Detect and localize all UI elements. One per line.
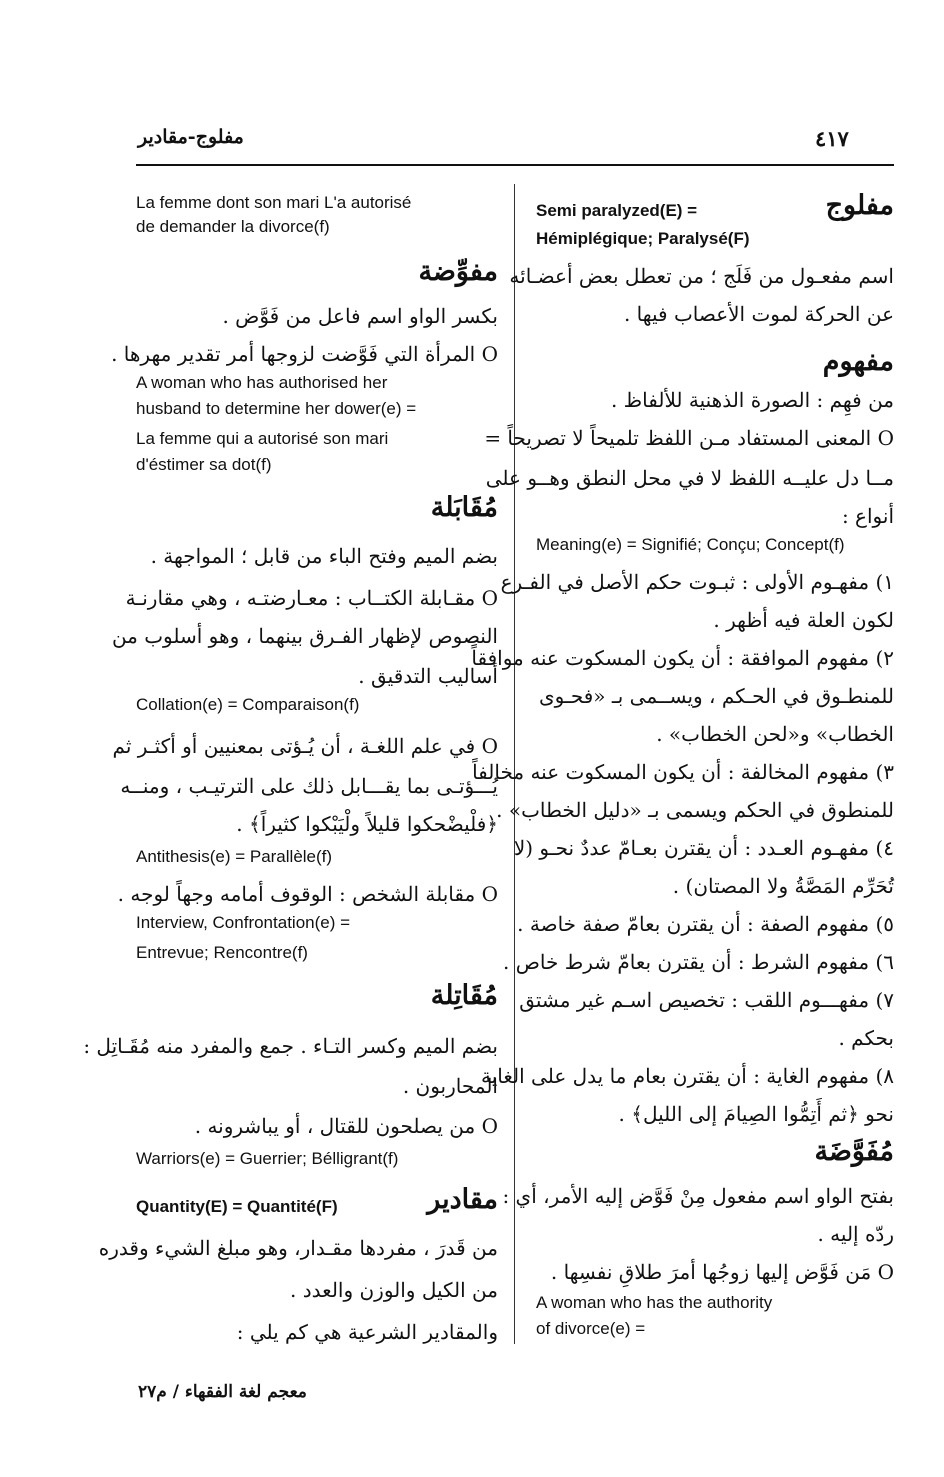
arabic-text-line: بكسر الواو اسم فاعل من فَوَّض . xyxy=(222,304,498,328)
arabic-text-line: لكون العلة فيه أظهر . xyxy=(713,608,894,632)
translation-line: Interview, Confrontation(e) = xyxy=(136,913,351,932)
translation-line: d'éstimer sa dot(f) xyxy=(136,455,272,474)
arabic-text-line: ﴿فلْيضْحكوا قليلاً ولْيَبْكوا كثيراً﴾ . xyxy=(236,812,498,836)
arabic-text-line: النصوص لإظهار الفـرق بينهما ، وهو أسلوب من xyxy=(111,624,498,648)
entry-headword: مفلوج xyxy=(825,190,894,221)
arabic-text-line: ١) مفهـوم الأولى : ثبـوت حكم الأصل في الفـرع xyxy=(500,570,894,594)
translation-line: Meaning(e) = Signifié; Conçu; Concept(f) xyxy=(536,535,845,554)
arabic-text-line: ٦) مفهوم الشرط : أن يقترن بعامّ شرط خاص . xyxy=(503,950,894,974)
arabic-text-line: O مقـابلة الكتــاب : معـارضتـه ، وهي مقارنـة xyxy=(125,586,498,610)
arabic-text-line: عن الحركة لموت الأعصاب فيها . xyxy=(623,302,894,326)
arabic-text-line: O المعنى المستفاد مـن اللفظ تلميحاً لا تصريحاً = xyxy=(484,426,894,450)
arabic-text-line: مــا دل عليــه اللفظ لا في محل النطق وهــو على xyxy=(485,466,894,490)
translation-line: Antithesis(e) = Parallèle(f) xyxy=(136,847,333,866)
translation-line: Quantity(E) = Quantité(F) xyxy=(136,1197,338,1216)
arabic-text-line: ٨) مفهوم الغاية : أن يقترن بعام ما يدل على الغاية xyxy=(481,1064,894,1088)
arabic-text-line: نحو ﴿ثم أَتِمُّوا الصِيامَ إلى الليل﴾ . xyxy=(618,1102,894,1126)
page-footer: معجم لغة الفقهاء / م٢٧ xyxy=(138,1382,307,1402)
arabic-text-line: بضم الميم وفتح الباء من قابل ؛ المواجهة . xyxy=(150,544,498,568)
translation-line: A woman who has authorised her xyxy=(136,373,388,392)
entry-headword: مُقَاتِلة xyxy=(430,980,498,1011)
arabic-text-line: ٤) مفهـوم العـدد : أن يقترن بعـامّ عددٌ نحـو (لا xyxy=(513,836,894,860)
translation-line: La femme qui a autorisé son mari xyxy=(136,429,389,448)
entry-headword: مُقَابَلة xyxy=(430,492,498,523)
arabic-text-line: من فهِم : الصورة الذهنية للألفاظ . xyxy=(610,388,894,412)
page-number: ٤١٧ xyxy=(815,126,849,151)
translation-line: Hémiplégique; Paralysé(F) xyxy=(536,229,750,248)
translation-line: A woman who has the authority xyxy=(536,1293,773,1312)
arabic-text-line: والمقادير الشرعية هي كم يلي : xyxy=(236,1320,498,1344)
entry-headword: مقادير xyxy=(427,1184,498,1215)
arabic-text-line: بضم الميم وكسر التـاء . جمع والمفرد منه مُقَـاتِل : xyxy=(83,1034,498,1058)
translation-line: La femme dont son mari L'a autorisé xyxy=(136,193,412,212)
arabic-text-line: من قَدرَ ، مفردها مقـدار، وهو مبلغ الشيء وقدره xyxy=(98,1236,498,1260)
arabic-text-line: المحاربون . xyxy=(402,1074,498,1098)
translation-line: husband to determine her dower(e) = xyxy=(136,399,417,418)
translation-line: Entrevue; Rencontre(f) xyxy=(136,943,308,962)
arabic-text-line: ٧) مفهـــوم اللقب : تخصيص اسـم غير مشتق xyxy=(519,988,894,1012)
arabic-text-line: O مقابلة الشخص : الوقوف أمامه وجهاً لوجه . xyxy=(117,882,498,906)
arabic-text-line: بحكم . xyxy=(838,1026,894,1050)
translation-line: Semi paralyzed(E) = xyxy=(536,201,698,220)
running-header-title: مفلوج-مقادير xyxy=(138,126,244,148)
arabic-text-line: الخطاب» و«لحن الخطاب» . xyxy=(656,722,894,746)
arabic-text-line: ردّه إليه . xyxy=(817,1222,894,1246)
translation-line: Warriors(e) = Guerrier; Bélligrant(f) xyxy=(136,1149,399,1168)
arabic-text-line: O المرأة التي فَوَّضت لزوجها أمر تقدير مهرها . xyxy=(111,342,498,366)
entry-headword: مفهوم xyxy=(822,346,894,377)
arabic-text-line: للمنطوق في الحكم ويسمى بـ «دليل الخطاب» . xyxy=(496,798,894,822)
translation-line: de demander la divorce(f) xyxy=(136,217,330,236)
arabic-text-line: أساليب التدقيق . xyxy=(358,664,498,688)
arabic-text-line: O من يصلحون للقتال ، أو يباشرونه . xyxy=(194,1114,498,1138)
arabic-text-line: من الكيل والوزن والعدد . xyxy=(290,1278,498,1302)
arabic-text-line: يُـــؤتـى بما يقـــابل ذلك على الترتيـب ، ومنــه xyxy=(120,774,498,798)
arabic-text-line: أنواع : xyxy=(841,504,894,528)
arabic-text-line: ٥) مفهوم الصفة : أن يقترن بعامّ صفة خاصة . xyxy=(517,912,894,936)
arabic-text-line: تُحَرِّم المَصَّةُ ولا المصتان) . xyxy=(672,874,894,898)
arabic-text-line: ٣) مفهوم المخالفة : أن يكون المسكوت عنه مخالفاً xyxy=(472,760,894,784)
header-rule xyxy=(136,164,894,166)
arabic-text-line: O مَن فَوَّض إليها زوجُها أمرَ طلاقِ نفسِها . xyxy=(550,1260,894,1284)
translation-line: Collation(e) = Comparaison(f) xyxy=(136,695,360,714)
arabic-text-line: اسم مفعـول من فَلَج ؛ من تعطل بعض أعضـائه xyxy=(509,264,894,288)
arabic-text-line: O في علم اللغـة ، أن يُـؤتى بمعنيين أو أكثـر ثم xyxy=(112,734,498,758)
arabic-text-line: للمنطـوق في الحـكم ، ويســمى بـ «فحـوى xyxy=(538,684,894,708)
arabic-text-line: ٢) مفهوم الموافقة : أن يكون المسكوت عنه موافقاً xyxy=(471,646,894,670)
entry-headword: مفوِّضة xyxy=(418,256,498,287)
entry-headword: مُفَوَّضَة xyxy=(814,1136,894,1167)
translation-line: of divorce(e) = xyxy=(536,1319,646,1338)
arabic-text-line: بفتح الواو اسم مفعول مِنْ فَوَّض إليه الأمر، أي : xyxy=(502,1184,894,1208)
